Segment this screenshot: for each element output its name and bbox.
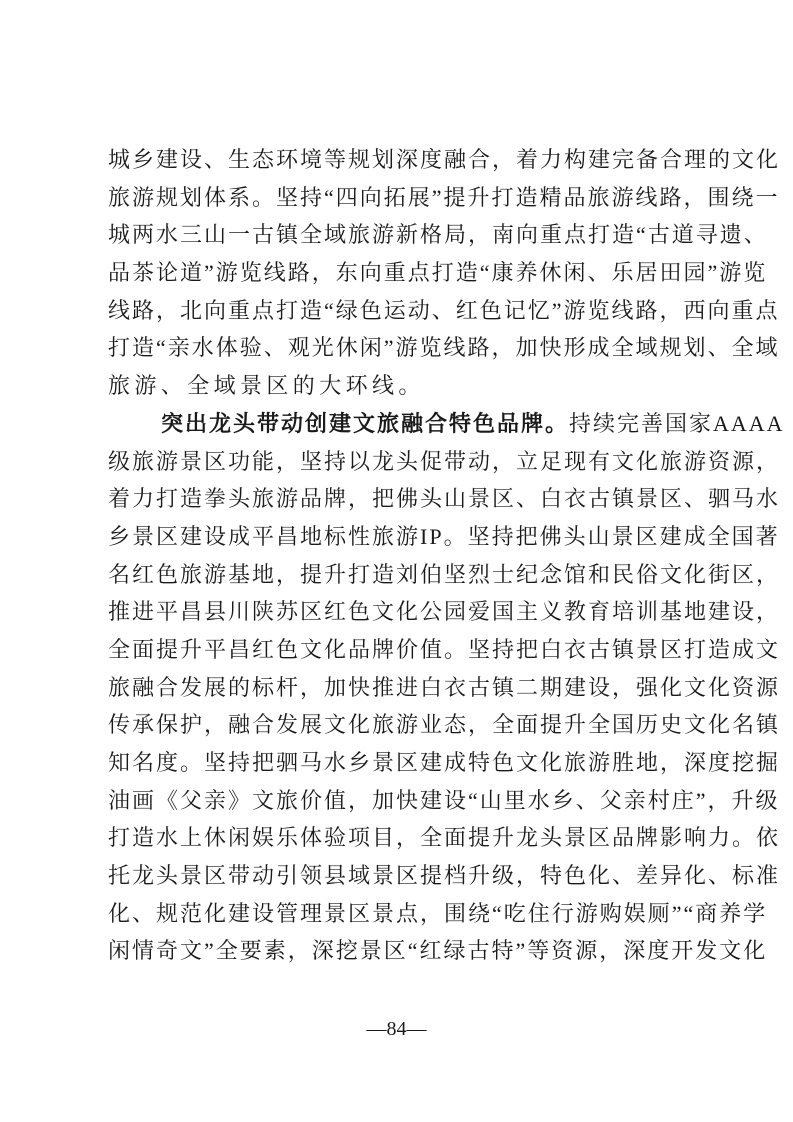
text-line: 传承保护，融合发展文化旅游业态，全面提升全国历史文化名镇 (108, 712, 781, 738)
text-line: 全面提升平昌红色文化品牌价值。坚持把白衣古镇景区打造成文 (108, 636, 781, 662)
text-line: 城乡建设、生态环境等规划深度融合，着力构建完备合理的文化 (108, 147, 781, 172)
text-line: 着力打造拳头旅游品牌，把佛头山景区、白衣古镇景区、驷马水 (108, 486, 781, 512)
text-line: 化、规范化建设管理景区景点，围绕“吃住行游购娱厕”“商养学 (108, 900, 768, 926)
text-line: 推进平昌县川陕苏区红色文化公园爱国主义教育培训基地建设， (108, 599, 781, 625)
paragraph-heading: 突出龙头带动创建文旅融合特色品牌。 (161, 410, 570, 436)
body-text (108, 141, 785, 970)
paragraph-brand (108, 405, 785, 970)
text-line: 级旅游景区功能，坚持以龙头促带动，立足现有文化旅游资源， (108, 448, 781, 474)
text-line: 城两水三山一古镇全域旅游新格局，南向重点打造“古道寻遗、 (108, 222, 768, 248)
text-line: 名红色旅游基地，提升打造刘伯坚烈士纪念馆和民俗文化街区， (108, 561, 781, 587)
text-line: 旅融合发展的标杆，加快推进白衣古镇二期建设，强化文化资源 (108, 674, 781, 700)
text-line: 品茶论道”游览线路，东向重点打造“康养休闲、乐居田园”游览 (108, 260, 768, 286)
text-line: 旅游规划体系。坚持“四向拓展”提升打造精品旅游线路，围绕一 (108, 184, 780, 210)
text-line: 线路，北向重点打造“绿色运动、红色记忆”游览线路，西向重点 (108, 297, 780, 323)
text-line: 旅游、全域景区的大环线。 (108, 373, 425, 399)
text-line: 知名度。坚持把驷马水乡景区建成特色文化旅游胜地，深度挖掘 (108, 750, 781, 775)
text-span: 持续完善国家AAAA (569, 410, 785, 436)
text-line: 打造水上休闲娱乐体验项目，全面提升龙头景区品牌影响力。依 (108, 825, 781, 851)
text-line: 油画《父亲》文旅价值，加快建设“山里水乡、父亲村庄”，升级 (108, 787, 780, 813)
paragraph-route-planning (108, 141, 781, 405)
text-line: 乡景区建设成平昌地标性旅游IP。坚持把佛头山景区建成全国著 (108, 523, 780, 549)
text-line: 打造“亲水体验、观光休闲”游览线路，加快形成全域规划、全域 (108, 335, 780, 361)
text-line: 闲情奇文”全要素，深挖景区“红绿古特”等资源，深度开发文化 (108, 938, 768, 964)
text-line (108, 405, 785, 443)
page-number: —84— (366, 1018, 427, 1040)
text-line: 托龙头景区带动引领县域景区提档升级，特色化、差异化、标准 (108, 863, 781, 889)
